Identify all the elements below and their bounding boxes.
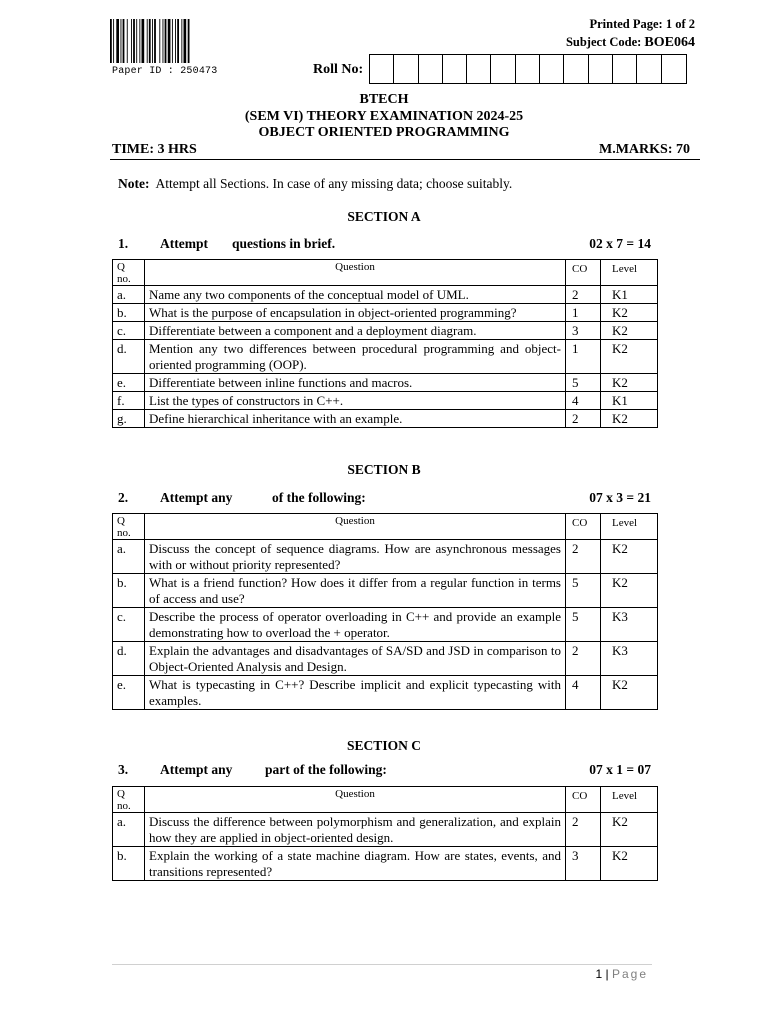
page-word: Page [611, 967, 648, 981]
question-label: b. [113, 574, 145, 608]
note-text: Attempt all Sections. In case of any missing data; choose suitably. [155, 176, 513, 191]
question-row [113, 847, 658, 881]
exam-title: (SEM VI) THEORY EXAMINATION 2024-25 [244, 109, 524, 124]
printed-page: Printed Page: 1 of 2 [589, 17, 695, 31]
question-row [113, 410, 658, 428]
header-level: Level [601, 260, 658, 286]
table-header-row [113, 514, 658, 540]
question-text: What is a friend function? How does it differ from a regular function in terms of access and use? [145, 574, 566, 608]
question-label: a. [113, 813, 145, 847]
question-text: Discuss the difference between polymorphism and generalization, and explain how they are applied in object-oriented design. [145, 813, 566, 847]
roll-no-box[interactable] [564, 55, 588, 83]
exam-time: TIME: 3 HRS [112, 142, 197, 157]
question-row [113, 286, 658, 304]
question-text: Differentiate between a component and a deployment diagram. [145, 322, 566, 340]
section-a-question-table [112, 259, 658, 428]
section-b-number: 2. [118, 490, 129, 505]
question-text: List the types of constructors in C++. [145, 392, 566, 410]
subject-code [566, 35, 695, 51]
roll-no-box[interactable] [613, 55, 637, 83]
question-co: 3 [566, 322, 601, 340]
page-footer [595, 967, 648, 981]
roll-no-box[interactable] [370, 55, 394, 83]
header-level: Level [601, 787, 658, 813]
header-co: CO [566, 787, 601, 813]
question-row [113, 642, 658, 676]
question-level: K2 [601, 410, 658, 428]
program-title: BTECH [359, 92, 409, 107]
question-level: K2 [601, 676, 658, 710]
roll-no-box[interactable] [491, 55, 515, 83]
question-text: Mention any two differences between procedural programming and object-oriented programming (OOP). [145, 340, 566, 374]
roll-no-boxes[interactable] [369, 54, 687, 84]
question-level: K1 [601, 286, 658, 304]
header-co: CO [566, 260, 601, 286]
table-header-row [113, 260, 658, 286]
roll-no-box[interactable] [419, 55, 443, 83]
header-qno: Q no. [113, 260, 145, 286]
section-b-title: SECTION B [347, 462, 421, 477]
question-row [113, 813, 658, 847]
course-title: OBJECT ORIENTED PROGRAMMING [258, 125, 510, 140]
question-co: 2 [566, 813, 601, 847]
question-level: K2 [601, 813, 658, 847]
question-label: f. [113, 392, 145, 410]
question-row [113, 608, 658, 642]
question-label: d. [113, 642, 145, 676]
section-c-title: SECTION C [347, 738, 421, 753]
header-co: CO [566, 514, 601, 540]
section-b-instruction-a: Attempt any [160, 490, 233, 505]
question-co: 5 [566, 608, 601, 642]
question-label: a. [113, 540, 145, 574]
question-co: 4 [566, 676, 601, 710]
section-c-question-table [112, 786, 658, 881]
section-c-instruction-b: part of the following: [265, 762, 387, 777]
question-row [113, 374, 658, 392]
question-co: 1 [566, 340, 601, 374]
paper-id: Paper ID : 250473 [112, 66, 218, 77]
question-row [113, 340, 658, 374]
roll-no-box[interactable] [443, 55, 467, 83]
header-qno: Q no. [113, 514, 145, 540]
section-a-number: 1. [118, 236, 129, 251]
section-b-question-table [112, 513, 658, 710]
question-level: K1 [601, 392, 658, 410]
question-level: K2 [601, 574, 658, 608]
question-co: 2 [566, 410, 601, 428]
question-level: K3 [601, 642, 658, 676]
question-co: 5 [566, 574, 601, 608]
footer-divider [112, 964, 652, 965]
roll-no-box[interactable] [589, 55, 613, 83]
question-text: What is typecasting in C++? Describe implicit and explicit typecasting with examples. [145, 676, 566, 710]
question-co: 1 [566, 304, 601, 322]
subject-code-value: BOE064 [644, 35, 695, 50]
note-label: Note: [118, 176, 150, 191]
section-c-instruction-a: Attempt any [160, 762, 233, 777]
question-level: K2 [601, 847, 658, 881]
section-b-instruction-b: of the following: [272, 490, 366, 505]
question-text: What is the purpose of encapsulation in object-oriented programming? [145, 304, 566, 322]
roll-no-box[interactable] [540, 55, 564, 83]
section-a-marks: 02 x 7 = 14 [589, 236, 651, 251]
roll-no-box[interactable] [467, 55, 491, 83]
question-row [113, 574, 658, 608]
question-co: 2 [566, 540, 601, 574]
question-level: K2 [601, 374, 658, 392]
question-label: g. [113, 410, 145, 428]
question-level: K3 [601, 608, 658, 642]
question-text: Discuss the concept of sequence diagrams. How are asynchronous messages with or without priority represented? [145, 540, 566, 574]
table-header-row [113, 787, 658, 813]
subject-code-label: Subject Code: [565, 35, 642, 49]
question-label: e. [113, 676, 145, 710]
roll-no-box[interactable] [394, 55, 418, 83]
question-level: K2 [601, 340, 658, 374]
question-label: b. [113, 304, 145, 322]
question-level: K2 [601, 304, 658, 322]
question-row [113, 322, 658, 340]
question-co: 3 [566, 847, 601, 881]
question-label: d. [113, 340, 145, 374]
header-qno: Q no. [113, 787, 145, 813]
note [118, 176, 512, 192]
question-text: Explain the advantages and disadvantages of SA/SD and JSD in comparison to Object-Oriented Analysis and Design. [145, 642, 566, 676]
question-level: K2 [601, 322, 658, 340]
header-question: Question [145, 260, 566, 286]
header-level: Level [601, 514, 658, 540]
question-row [113, 676, 658, 710]
roll-no-box[interactable] [662, 55, 686, 83]
question-label: e. [113, 374, 145, 392]
footer-separator: | [605, 967, 609, 981]
roll-no-box[interactable] [637, 55, 661, 83]
question-row [113, 304, 658, 322]
barcode [110, 19, 218, 63]
max-marks: M.MARKS: 70 [599, 142, 690, 157]
question-text: Name any two components of the conceptual model of UML. [145, 286, 566, 304]
header-divider [110, 159, 700, 160]
section-a-title: SECTION A [347, 209, 421, 224]
question-label: a. [113, 286, 145, 304]
roll-no-label: Roll No: [313, 62, 364, 77]
question-label: c. [113, 608, 145, 642]
question-text: Define hierarchical inheritance with an example. [145, 410, 566, 428]
section-c-number: 3. [118, 762, 129, 777]
section-a-instruction-b: questions in brief. [232, 236, 336, 251]
question-row [113, 392, 658, 410]
section-a-instruction-a: Attempt [160, 236, 208, 251]
header-question: Question [145, 514, 566, 540]
question-level: K2 [601, 540, 658, 574]
question-text: Describe the process of operator overloading in C++ and provide an example demonstrating how to overload the + operator. [145, 608, 566, 642]
question-label: b. [113, 847, 145, 881]
question-label: c. [113, 322, 145, 340]
header-question: Question [145, 787, 566, 813]
question-co: 5 [566, 374, 601, 392]
question-row [113, 540, 658, 574]
question-text: Differentiate between inline functions and macros. [145, 374, 566, 392]
section-c-marks: 07 x 1 = 07 [589, 762, 651, 777]
question-co: 2 [566, 642, 601, 676]
question-text: Explain the working of a state machine diagram. How are states, events, and transitions represented? [145, 847, 566, 881]
question-co: 2 [566, 286, 601, 304]
page-number: 1 [595, 967, 603, 981]
roll-no-box[interactable] [516, 55, 540, 83]
question-co: 4 [566, 392, 601, 410]
section-b-marks: 07 x 3 = 21 [589, 490, 651, 505]
